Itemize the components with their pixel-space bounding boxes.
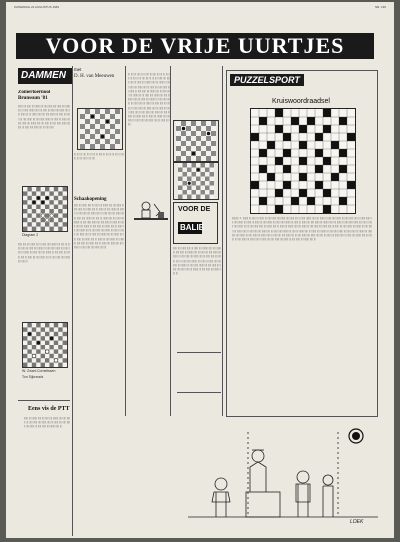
dammen-caption-2: W. Zwart-Cornelissen (22, 369, 56, 373)
puzzelsport-label: PUZZELSPORT (230, 74, 304, 86)
balie-body-text: |||||| |||| ||||||| ||||| ||| |||||| |||| |||||||| ||||| |||| ||||||| ||| ||||| |||||| |||| ||||||| ||||| ||| |||||| |||| ||||| ||||||| |||| ||||||| ||| ||||| |||||| |||| ||||||| ||||| ||| |||||| ||||| |||| ||||||| |||| ||| |||||| ||||| |||||||| |||| ||||| ||| ||||||| ||||| |||| |||||| |||| |||||||| ||| ||||| |||||| ||||||| |||| ||||| |||||| ||| ||||||| |||| |||||| ||||| |||| |||||||| ||| ||||| |||||| |||| ||||||| ||||| ||| (173, 246, 221, 276)
section-banner: VOOR DE VRIJE UURTJES (16, 33, 374, 59)
ptt-body-text: |||||| |||| ||||||| ||||| ||| |||||| |||| |||||||| ||||| |||| ||||||| ||| ||||| |||||| |||| ||||||| ||||| ||| |||||| |||| ||||| ||||||| |||| ||||||| ||| ||||| |||||| |||| ||||||| ||||| ||| (24, 416, 70, 429)
chess-column-text (128, 72, 170, 412)
chess-player-illustration (132, 198, 170, 228)
column-rule-1 (72, 66, 73, 536)
chess-diagram-2 (173, 120, 219, 162)
column-rule-3 (170, 66, 171, 416)
chess-diagram-1 (77, 108, 123, 150)
cartoon-signature: LOEK (350, 519, 364, 525)
balie-line-1: VOOR DE (178, 206, 211, 213)
balie-line-2: BALIE (180, 223, 204, 232)
chess-column-body: ||| |||| ||| |||| ||| ||| |||| ||| ||||| ||| |||| ||| ||| |||| ||| |||| ||| ||| |||| |||| ||| ||| |||| |||||| |||| ||||||| ||||| ||| |||||| |||| |||||||| ||||| |||| ||||||| ||| ||||| |||||| |||| ||||||| ||||| ||| |||||| |||| ||||| ||||||| |||| ||||||| ||| ||||| |||||| |||| ||||||| ||||| ||| |||||| ||||| |||| ||||||| |||| ||| |||||| ||||| |||||||| |||| ||||| ||| ||||||| ||||| |||| |||||| |||| |||||||| ||| ||||| |||||| ||||||| |||| ||||| |||||| ||| ||||||| |||| |||||| ||||| |||| |||||||| ||| ||||| |||||| |||| ||||||| ||||| ||| |||||| |||| ||||| ||||||| |||| ||| ||||| |||||| ||||| ||||||| |||| ||||| ||| |||||| |||| ||||||| ||||| ||| |||||| |||| |||||||| ||||| |||| ||||||| ||| ||||| |||||| |||| ||||||| ||||| ||| |||||| |||| ||||| (128, 72, 170, 127)
chess-diagram-3 (173, 162, 219, 200)
column-rule-2 (125, 66, 126, 416)
column-divider-3 (177, 392, 221, 393)
dammen-body-text-2: |||||| ||||| |||| ||||||| |||| ||| |||||| ||||| |||||||| |||| ||||| ||| ||||||| ||||| |||| |||||| |||| |||||||| ||| ||||| |||||| ||||||| |||| ||||| |||||| ||| ||||||| |||| |||||| ||||| |||| |||||||| ||| ||||| |||||| |||| ||||||| ||||| ||| |||||| |||| ||||| ||||||| |||| ||| ||||| |||||| ||||| ||||||| |||| ||||| ||| (18, 242, 70, 263)
schaakopening-body-text: |||||| |||| ||||||| ||||| ||| |||||| |||| |||||||| ||||| |||| ||||||| ||| ||||| |||||| |||| ||||||| ||||| ||| |||||| |||| ||||| ||||||| |||| ||||||| ||| ||||| |||||| |||| ||||||| ||||| ||| |||||| ||||| |||| ||||||| |||| ||| |||||| ||||| |||||||| |||| ||||| ||| ||||||| ||||| |||| |||||| |||| |||||||| ||| ||||| |||||| ||||||| |||| ||||| |||||| ||| ||||||| |||| |||||| ||||| |||| |||||||| ||| ||||| |||||| |||| ||||||| ||||| ||| |||||| |||| ||||| ||||||| |||| ||| ||||| |||||| ||||| ||||||| |||| ||||| ||| |||||| |||| ||||||| ||||| ||| |||||| |||| |||||||| ||||| |||| ||||||| ||| ||||| |||||| |||| ||||||| ||||| ||| |||||| |||| ||||| ||||||| |||| ||||||| ||| ||||| |||||| |||| ||||||| ||||| ||| ||||||| |||| |||||| ||||| |||| |||||||| ||| ||||| |||||| |||| ||||||| ||||| ||| (74, 203, 124, 250)
schaakopening-heading: Schaakopening (74, 197, 107, 202)
crossword-clues (232, 216, 372, 410)
dammen-byline-prefix: met (74, 68, 82, 73)
ptt-heading: Eens vis de PTT (28, 406, 70, 412)
dammen-caption-3: Ton Sijbrands (22, 375, 44, 379)
chess-notation-text: ||| |||| ||| |||| ||| ||| |||| ||| ||||| ||| |||| ||| ||| |||| ||| |||| ||| ||| |||| |||| ||| ||| |||| (74, 152, 124, 161)
newspaper-page (6, 2, 394, 538)
crossword-clues-text: |||||||||| 1. |||||||| ||| |||||| ||| ||||||| |||| ||||| |||||| ||||| |||||| |||| ||||||| |||| ||| |||||| |||||||| ||||| |||| |||||| ||| |||||| ||||| ||||||| |||| ||||| |||||| |||| ||| ||||||| |||||| |||| ||||| ||||||| |||| |||||| ||| |||||| |||| ||||| ||||||| |||| ||||| |||||| ||||||| |||| |||||| ||| ||||||| |||| ||||| |||||| |||| |||||||| ||||| |||| |||||| ||| ||||| |||||| ||||||| |||| ||||| ||| |||||| ||||| ||||||| |||| ||| ||||| |||||| |||||| |||| ||||||| ||||| ||| |||||| |||| |||||||| ||||| |||| ||||||| ||| ||||| |||||| |||| ||||||| ||||| ||| |||||| |||| ||||| ||||||| |||| ||||||| ||| ||||| |||||| |||| ||||||| ||||| ||| |||||| ||||| |||| ||||||| |||| ||| |||||| ||||| |||||||| |||| ||||| ||| ||||||| ||||| |||| |||||| |||| |||||||| ||| ||||| |||||| ||||||| |||| ||||| |||||| ||| ||||||| |||| |||||| ||||| |||| |||||||| ||| ||||| |||||| |||| ||||||| ||||| ||| |||||| |||| ||||| ||||||| |||| ||| ||||| |||||| ||||| ||||||| |||| ||||| ||| |||||| |||| ||||||| ||||| ||| |||||| |||| |||||||| ||||| |||| ||||||| ||| ||||| |||||| |||| ||||||| ||||| ||| |||||| |||| ||||| ||||||| |||| ||||||| ||| ||||| |||||| |||| ||||||| ||||| ||| (232, 216, 372, 242)
draughts-diagram-2 (22, 322, 68, 368)
ptt-article (24, 416, 70, 472)
column-divider-1 (18, 400, 70, 401)
page-dateline: ZATERDAG 22 AUGUSTUS 1981 (14, 5, 60, 9)
column-divider-2 (177, 352, 221, 353)
page-number: NR. 196 (374, 5, 386, 9)
dammen-byline (74, 68, 114, 80)
crossword-grid[interactable] (250, 108, 356, 214)
voor-de-balie-box (173, 202, 218, 244)
crossword-title: Kruiswoordraadsel (272, 98, 330, 105)
dammen-caption-1: Diagram 2 (22, 233, 39, 237)
draughts-diagram-1 (22, 186, 68, 232)
dammen-byline-name: D. H. van Meeuwen (74, 74, 115, 79)
cartoon-illustration (188, 422, 378, 532)
chess-notation-column (74, 152, 124, 443)
balie-column-text (173, 246, 221, 412)
dammen-label: DAMMEN (18, 68, 73, 84)
dammen-heading: Zomertoernooi Brunssum '81 (18, 90, 51, 101)
dammen-article (18, 90, 70, 192)
column-rule-4 (222, 66, 223, 416)
dammen-body-text: ||||||| |||| |||||| ||| |||||||| |||| ||||| |||||| ||||| |||||| |||| ||||||| |||| ||| |||||| |||||||| ||||| |||| |||||| ||| |||||| ||||| ||||||| |||| ||||| |||||| |||| ||| ||||||| |||||| |||| ||||| ||||||| |||| |||||| ||| |||||| |||| ||||| ||||||| |||| ||||| |||||| ||||||| |||| |||||| ||| ||||||| |||| ||||| |||||| |||| |||||||| ||||| |||| |||||| ||| ||||| |||||| ||||||| |||| ||||| ||| |||||| ||||| ||||||| |||| ||| ||||| |||||| (18, 104, 70, 130)
dammen-article-continued (18, 242, 70, 318)
